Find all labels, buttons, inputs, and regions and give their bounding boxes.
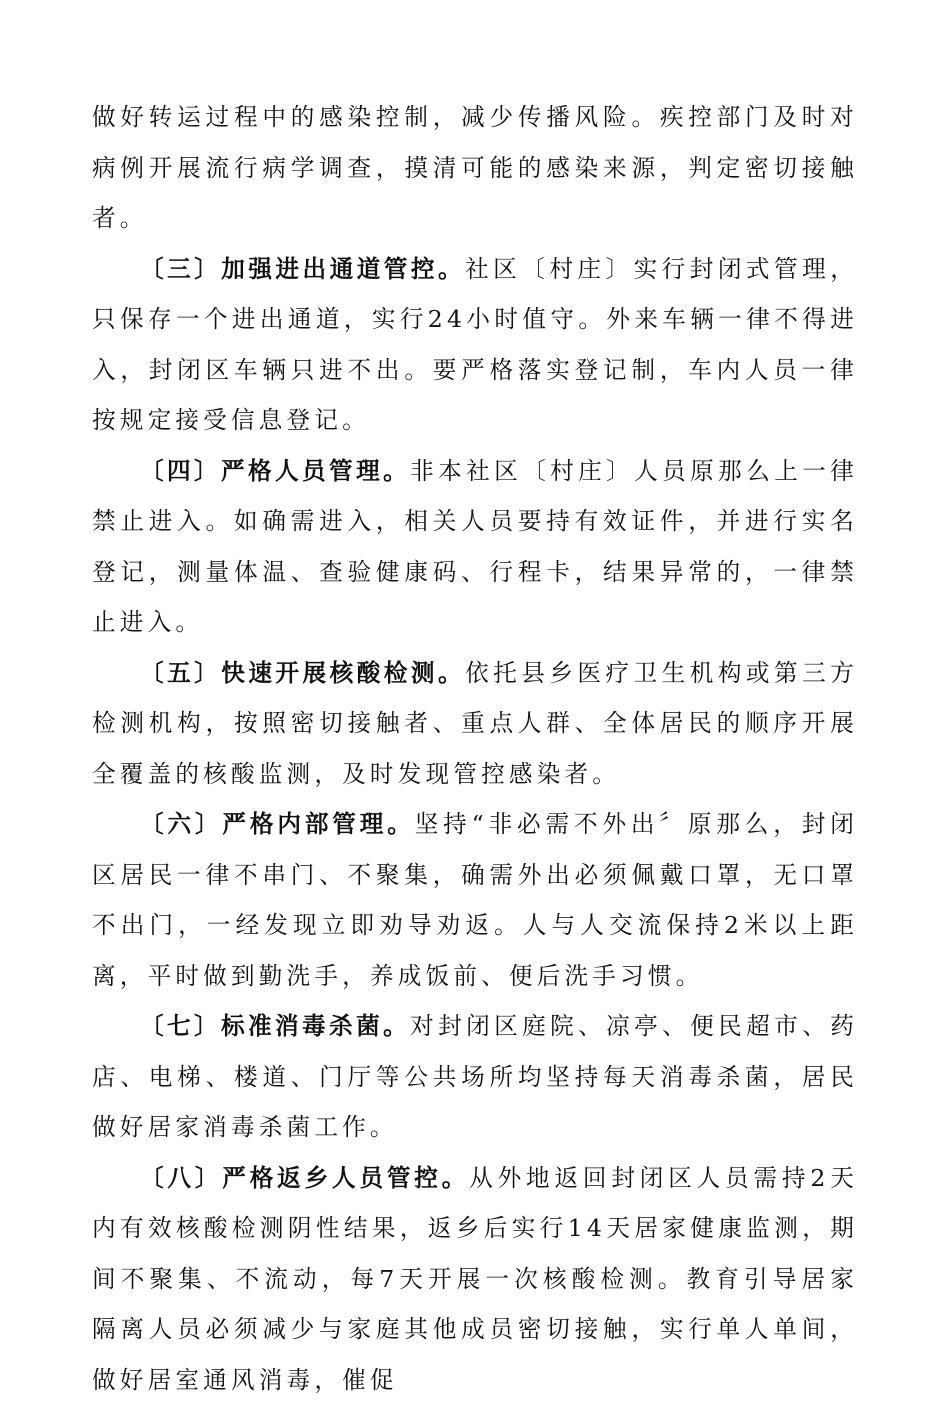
paragraph-transfer-control [92,92,858,244]
paragraph-section-6 [92,799,858,1001]
paragraph-section-8 [92,1153,858,1405]
paragraph-body: 非本社区〔村庄〕人员原那么上一律禁止进入。如确需进入，相关人员要持有效证件，并进行实名登记，测量体温、查验健康码、行程卡，结果异常的，一律禁止进入。 [92,457,858,637]
document-page [92,92,858,1405]
paragraph-body: 坚持“非必需不外出〞原那么，封闭区居民一律不串门、不聚集，确需外出必须佩戴口罩，无口罩不出门，一经发现立即劝导劝返。人与人交流保持2米以上距离，平时做到勤洗手，养成饭前、便后洗手习惯。 [92,810,858,990]
section-heading: 〔八〕严格返乡人员管控。 [140,1164,469,1192]
paragraph-body: 对封闭区庭院、凉亭、便民超市、药店、电梯、楼道、门厅等公共场所均坚持每天消毒杀菌，居民做好居家消毒杀菌工作。 [92,1012,858,1141]
paragraph-section-5 [92,648,858,800]
section-heading: 〔四〕严格人员管理。 [140,457,410,485]
section-heading: 〔七〕标准消毒杀菌。 [140,1012,410,1040]
section-heading: 〔三〕加强进出通道管控。 [140,255,465,283]
section-heading: 〔五〕快速开展核酸检测。 [140,659,465,687]
paragraph-section-7 [92,1001,858,1153]
paragraph-body: 做好转运过程中的感染控制，减少传播风险。疾控部门及时对病例开展流行病学调查，摸清可能的感染来源，判定密切接触者。 [92,103,858,232]
paragraph-body: 社区〔村庄〕实行封闭式管理，只保存一个进出通道，实行24小时值守。外来车辆一律不得进入，封闭区车辆只进不出。要严格落实登记制，车内人员一律按规定接受信息登记。 [92,255,858,435]
paragraph-body: 从外地返回封闭区人员需持2天内有效核酸检测阴性结果，返乡后实行14天居家健康监测，期间不聚集、不流动，每7天开展一次核酸检测。教育引导居家隔离人员必须减少与家庭其他成员密切接触，实行单人单间，做好居室通风消毒，催促 [92,1164,858,1394]
section-heading: 〔六〕严格内部管理。 [140,810,415,838]
paragraph-body: 依托县乡医疗卫生机构或第三方检测机构，按照密切接触者、重点人群、全体居民的顺序开展全覆盖的核酸监测，及时发现管控感染者。 [92,659,858,788]
paragraph-section-4 [92,446,858,648]
paragraph-section-3 [92,244,858,446]
